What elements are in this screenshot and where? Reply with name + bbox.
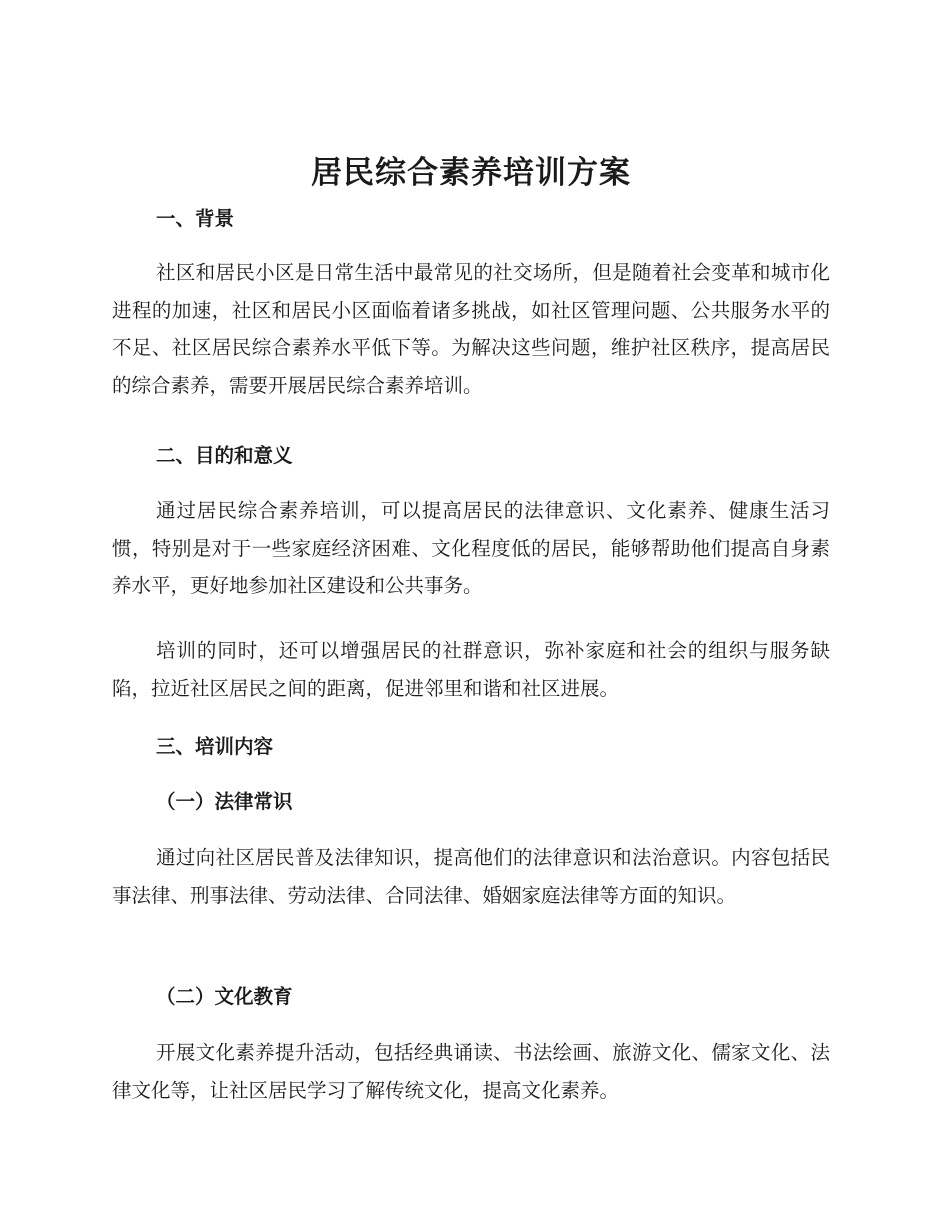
paragraph-purpose-1: 通过居民综合素养培训，可以提高居民的法律意识、文化素养、健康生活习惯，特别是对于一些家庭经济困难、文化程度低的居民，能够帮助他们提高自身素养水平，更好地参加社区建设和公共事务。	[112, 499, 830, 597]
subsection-heading-culture: （二）文化教育	[156, 985, 293, 1008]
paragraph-purpose-2: 培训的同时，还可以增强居民的社群意识，弥补家庭和社会的组织与服务缺陷，拉近社区居民之间的距离，促进邻里和谐和社区进展。	[112, 639, 830, 700]
paragraph-background: 社区和居民小区是日常生活中最常见的社交场所，但是随着社会变革和城市化进程的加速，社区和居民小区面临着诸多挑战，如社区管理问题、公共服务水平的不足、社区居民综合素养水平低下等。为解决这些问题，维护社区秩序，提高居民的综合素养，需要开展居民综合素养培训。	[112, 261, 830, 397]
section-heading-background: 一、背景	[156, 207, 235, 230]
section-heading-content: 三、培训内容	[156, 735, 274, 758]
paragraph-culture: 开展文化素养提升活动，包括经典诵读、书法绘画、旅游文化、儒家文化、法律文化等，让社区居民学习了解传统文化，提高文化素养。	[112, 1041, 830, 1102]
subsection-heading-law: （一）法律常识	[156, 790, 293, 813]
section-heading-purpose: 二、目的和意义	[156, 444, 293, 467]
paragraph-law: 通过向社区居民普及法律知识，提高他们的法律意识和法治意识。内容包括民事法律、刑事法律、劳动法律、合同法律、婚姻家庭法律等方面的知识。	[112, 846, 830, 907]
document-title: 居民综合素养培训方案	[311, 155, 631, 191]
